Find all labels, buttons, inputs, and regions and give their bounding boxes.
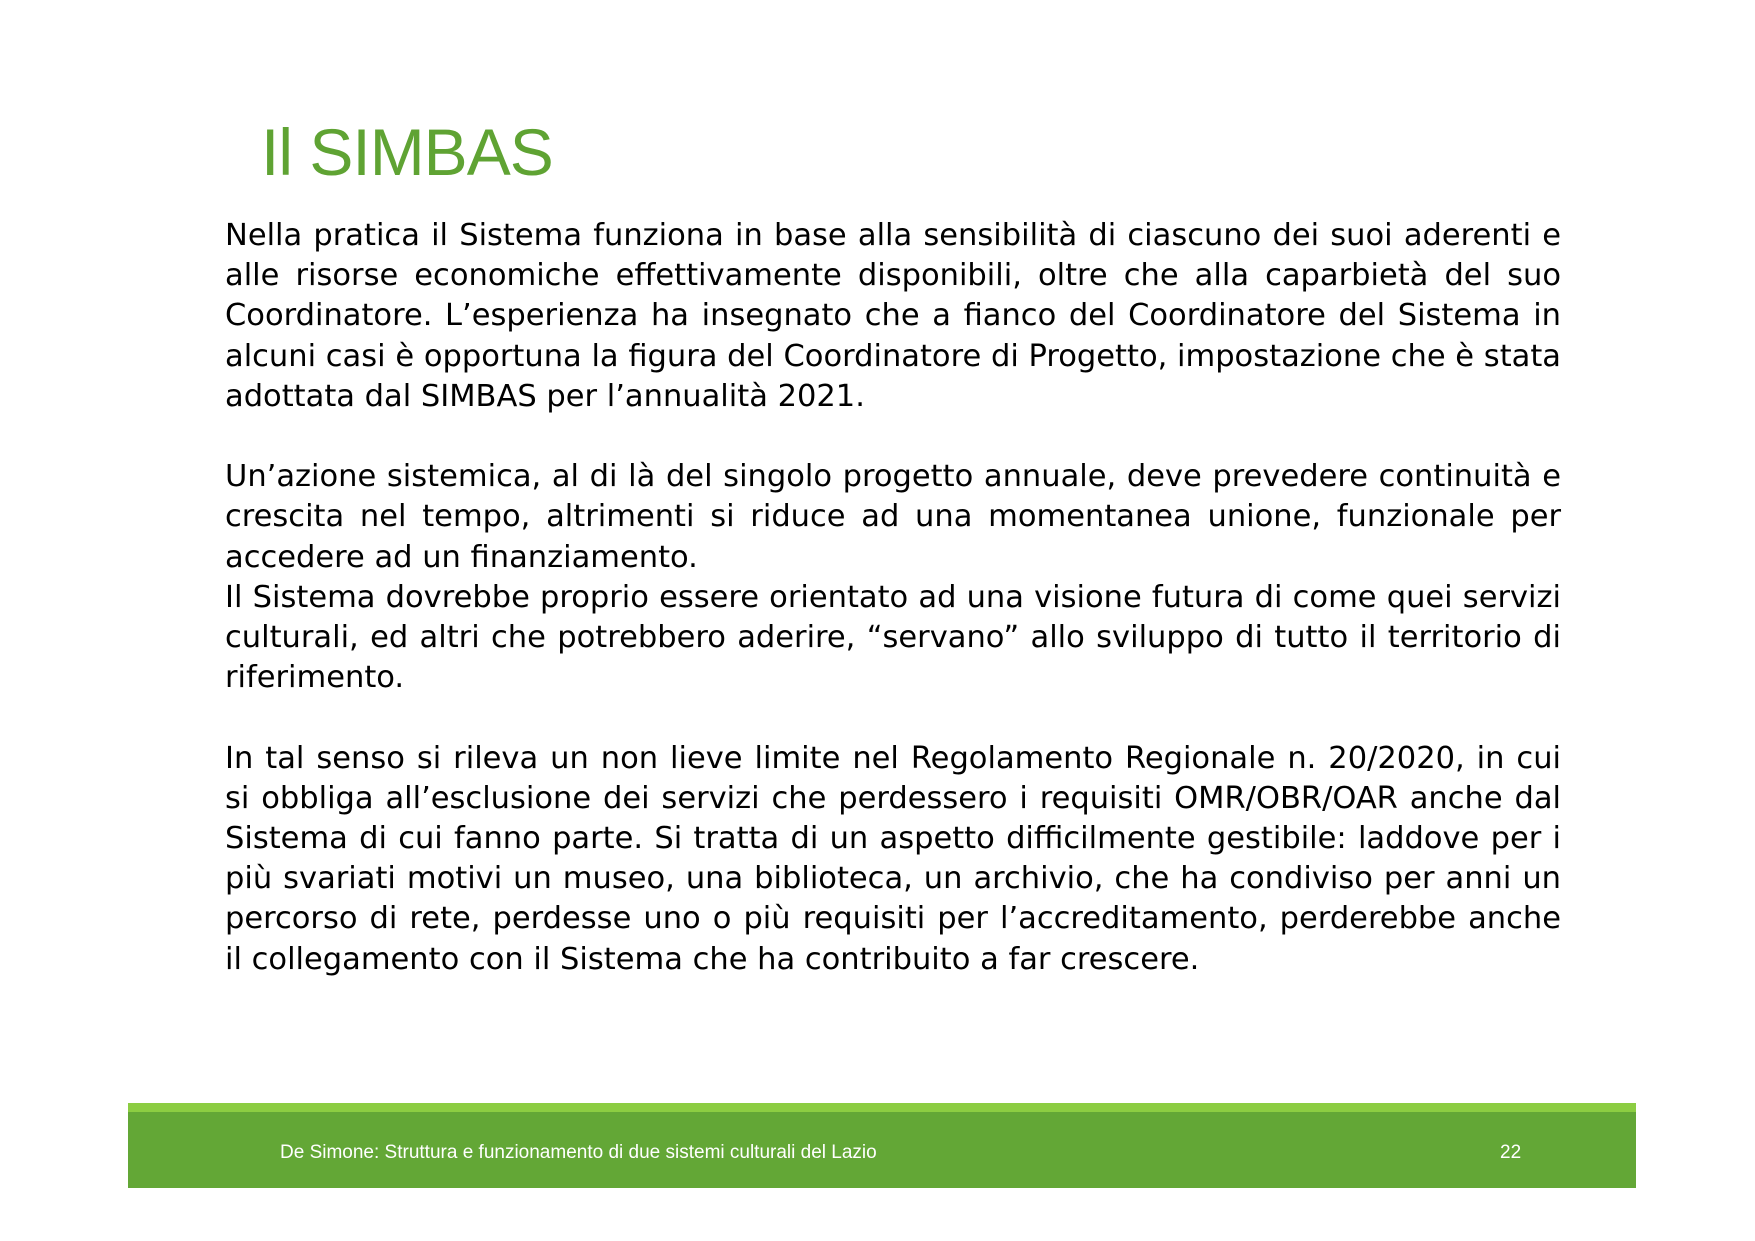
body-paragraph-2: Un’azione sistemica, al di là del singolo progetto annuale, deve prevedere continuità e crescita nel tempo, altrimenti si riduce ad una momentanea unione, funzionale per accedere ad un finanziamento. <box>225 459 1561 575</box>
paragraph-spacer <box>225 417 1561 457</box>
body-paragraph-4: In tal senso si rileva un non lieve limite nel Regolamento Regionale n. 20/2020, in cui si obbliga all’esclusione dei servizi che perdessero i requisiti OMR/OBR/OAR anche dal Sistema di cui fanno parte. Si tratta di un aspetto difficilmente gestibile: laddove per i più svariati motivi un museo, una biblioteca, un archivio, che ha condiviso per anni un percorso di rete, perdesse uno o più requisiti per l’accreditamento, perderebbe anche il collegamento con il Sistema che ha contribuito a far crescere. <box>225 740 1561 977</box>
paragraph-spacer <box>225 698 1561 738</box>
footer-text: De Simone: Struttura e funzionamento di due sistemi culturali del Lazio <box>280 1142 877 1163</box>
body-paragraph-3: Il Sistema dovrebbe proprio essere orientato ad una visione futura di come quei servizi culturali, ed altri che potrebbero aderire, “servano” allo sviluppo di tutto il territorio di riferimento. <box>225 579 1561 696</box>
body-paragraph-1: Nella pratica il Sistema funziona in base alla sensibilità di ciascuno dei suoi aderenti e alle risorse economiche effettivamente disponibili, oltre che alla caparbietà del suo Coordinatore. L’esperienza ha insegnato che a fianco del Coordinatore del Sistema in alcuni casi è opportuna la figura del Coordinatore di Progetto, impostazione che è stata adottata dal SIMBAS per l’annualità 2021. <box>225 218 1561 414</box>
footer-accent-stripe <box>128 1103 1636 1112</box>
page-number: 22 <box>1500 1142 1522 1163</box>
footer-bar <box>128 1103 1636 1188</box>
slide-body <box>225 216 1561 980</box>
slide-title: Il SIMBAS <box>261 115 553 189</box>
